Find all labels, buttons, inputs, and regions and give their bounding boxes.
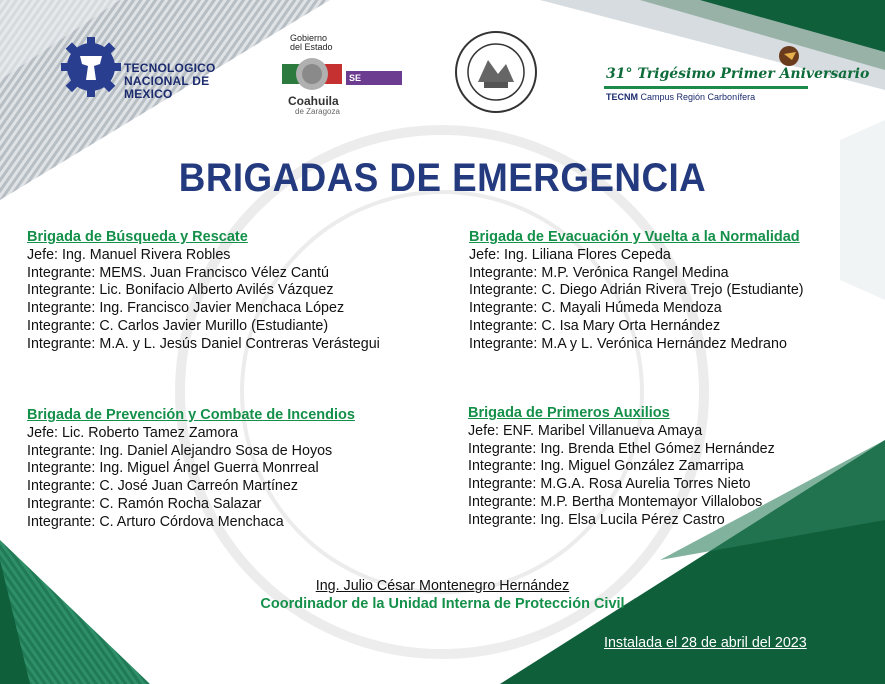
gobierno-line2: del Estado [290,42,333,52]
anniversary-logo [604,44,870,108]
member-line: Jefe: Ing. Manuel Rivera Robles [27,246,231,263]
brigade-heading: Brigada de Prevención y Combate de Incendios [27,407,355,423]
member-line: Integrante: C. Carlos Javier Murillo (Estudiante) [27,317,329,334]
member-line: Integrante: Ing. Miguel Ángel Guerra Monrreal [27,460,319,477]
brigade-heading: Brigada de Búsqueda y Rescate [27,229,248,245]
member-line: Integrante: M.G.A. Rosa Aurelia Torres Nieto [468,476,751,493]
gobierno-line1: Gobierno [290,33,328,43]
member-line: Integrante: M.A. y L. Jesús Daniel Contreras Verástegui [27,335,380,352]
member-line: Jefe: Ing. Liliana Flores Cepeda [469,246,671,263]
campus-prefix: TECNM [606,92,638,102]
member-line: Jefe: ENF. Maribel Villanueva Amaya [468,422,703,439]
brigade-evacuacion [469,229,804,354]
bird-icon [776,44,802,68]
member-line: Integrante: C. Diego Adrián Rivera Trejo (Estudiante) [469,282,804,299]
zaragoza-label: de Zaragoza [295,107,340,116]
installed-date: Instalada el 28 de abril del 2023 [604,635,807,651]
tecnm-name [124,62,250,101]
brigade-heading: Brigada de Primeros Auxilios [468,405,670,421]
tecnm-name-line2: NACIONAL DE MEXICO [124,74,210,101]
coat-of-arms-icon [282,54,342,94]
member-line: Integrante: M.A y L. Verónica Hernández Medrano [469,335,787,352]
brigade-primeros-auxilios [468,405,775,530]
se-badge: SE [346,71,402,85]
coordinator-block [0,577,885,613]
coordinator-name: Ing. Julio César Montenegro Hernández [315,578,570,594]
member-line: Integrante: C. José Juan Carreón Martínez [27,478,298,495]
gobierno-label [290,34,333,52]
page-title: BRIGADAS DE EMERGENCIA [178,156,707,200]
member-line: Integrante: C. Mayali Húmeda Mendoza [469,300,722,317]
member-line: Integrante: Ing. Daniel Alejandro Sosa de Hoyos [27,442,333,459]
member-line: Integrante: Ing. Elsa Lucila Pérez Castro [468,511,725,528]
member-line: Integrante: MEMS. Juan Francisco Vélez Cantú [27,264,329,281]
member-line: Integrante: Ing. Francisco Javier Menchaca López [27,300,345,317]
member-line: Integrante: M.P. Bertha Montemayor Villalobos [468,493,763,510]
member-line: Integrante: C. Ramón Rocha Salazar [27,495,262,512]
brigade-busqueda-rescate [27,229,380,354]
brigade-heading: Brigada de Evacuación y Vuelta a la Normalidad [469,229,800,245]
itesrc-seal [454,30,538,114]
coahuila-label: Coahuila [288,94,339,108]
member-line: Integrante: C. Arturo Córdova Menchaca [27,513,284,530]
member-line: Integrante: M.P. Verónica Rangel Medina [469,264,729,281]
gear-icon [60,36,122,98]
anniversary-text: 31° Trigésimo Primer Aniversario [606,66,870,82]
campus-name: Campus Región Carbonífera [640,92,756,102]
seal-icon [454,30,538,114]
member-line: Jefe: Lic. Roberto Tamez Zamora [27,424,239,441]
tecnm-logo [60,36,250,102]
member-line: Integrante: C. Isa Mary Orta Hernández [469,317,721,334]
anniversary-bar [604,86,808,89]
campus-label [606,92,755,102]
header-logos [0,30,885,120]
brigade-prevencion-incendios [27,407,355,532]
member-line: Integrante: Ing. Miguel González Zamarripa [468,458,744,475]
member-line: Integrante: Ing. Brenda Ethel Gómez Hernández [468,440,775,457]
member-line: Integrante: Lic. Bonifacio Alberto Avilés Vázquez [27,282,334,299]
tecnm-name-line1: TECNOLOGICO [124,61,216,75]
coahuila-logo [280,34,410,114]
coordinator-role: Coordinador de la Unidad Interna de Protección Civil [260,596,625,612]
